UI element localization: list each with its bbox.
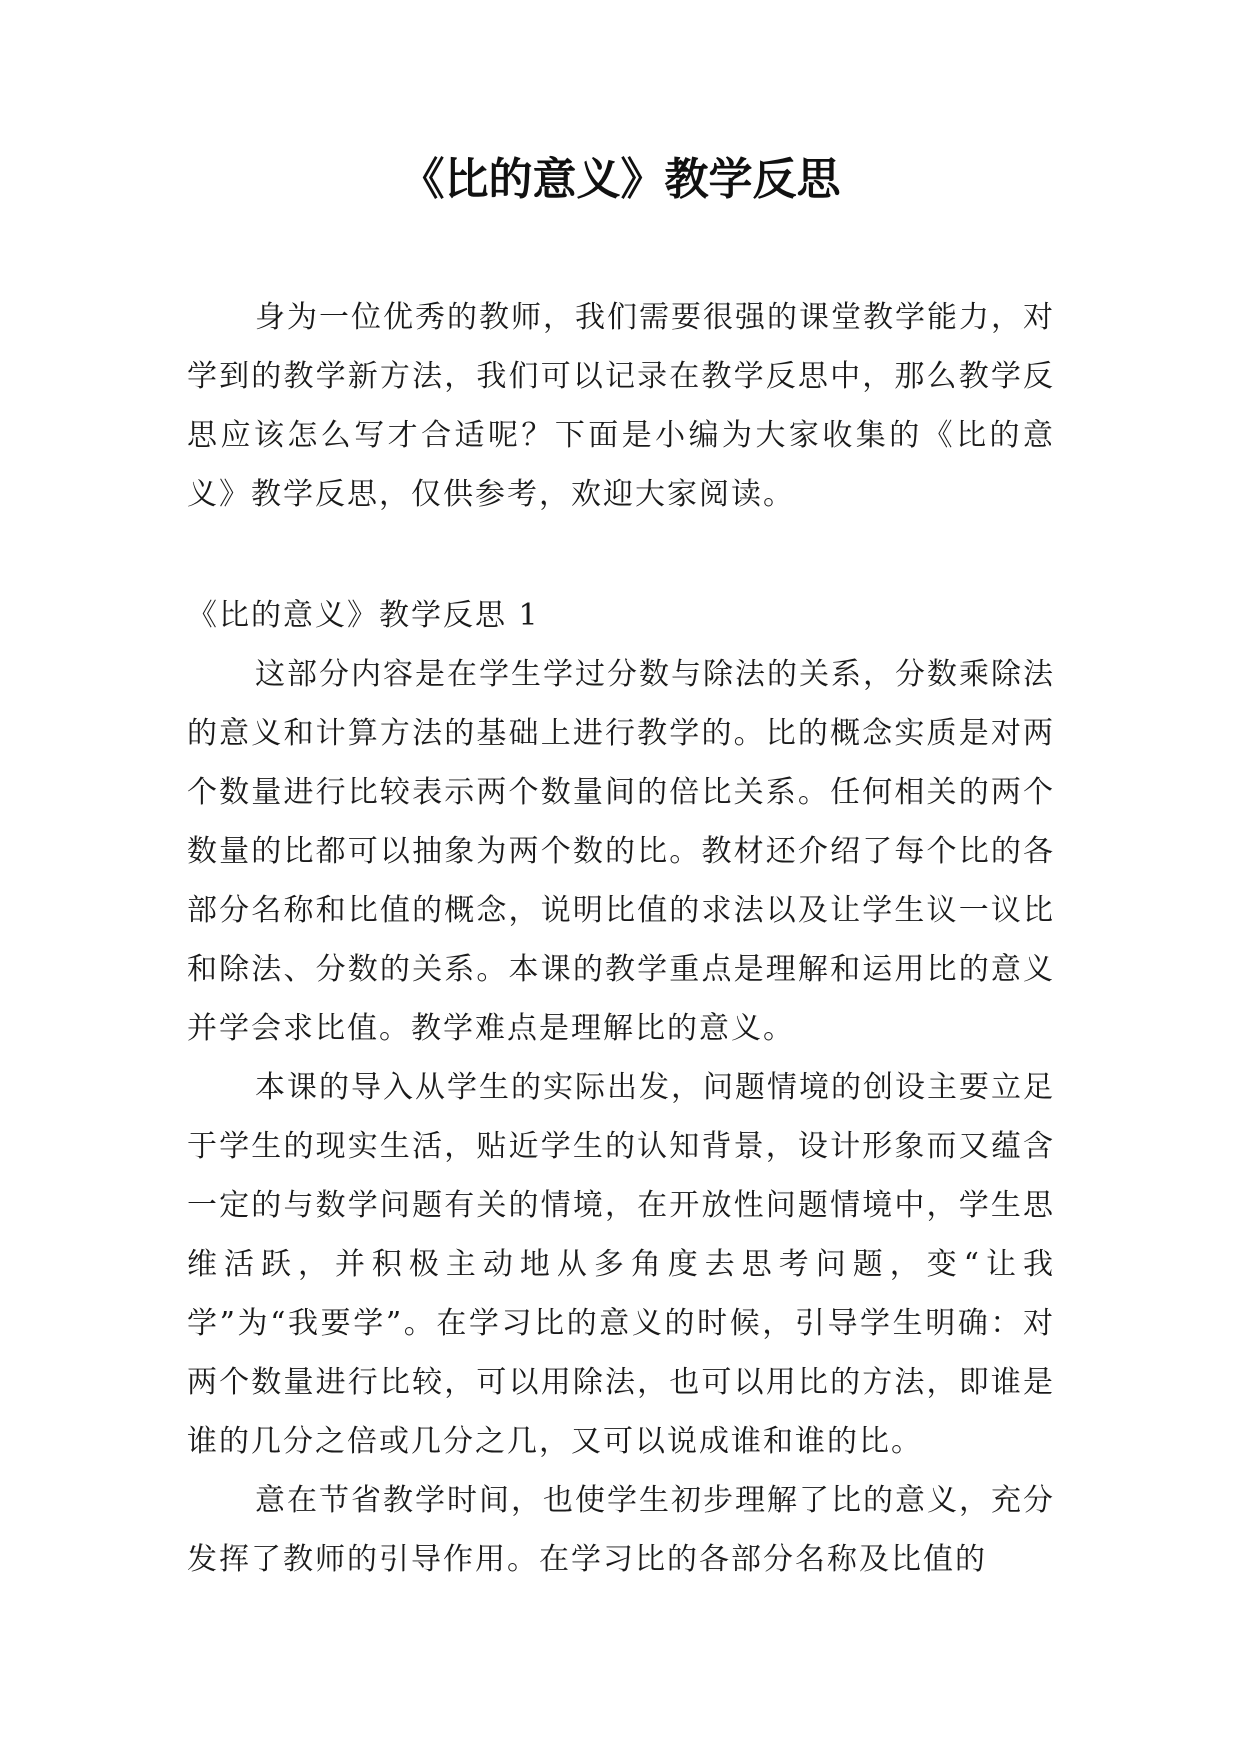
section-heading: 《比的意义》教学反思 1 <box>187 598 540 633</box>
body-paragraph: 意在节省教学时间，也使学生初步理解了比的意义，充分发挥了教师的引导作用。在学习比的各部分名称及比值的 <box>187 1483 1055 1577</box>
body-paragraph: 本课的导入从学生的实际出发，问题情境的创设主要立足于学生的现实生活，贴近学生的认知背景，设计形象而又蕴含一定的与数学问题有关的情境，在开放性问题情境中，学生思维活跃，并积极主动地从多角度去思考问题，变“让我学”为“我要学”。在学习比的意义的时候，引导学生明确：对两个数量进行比较，可以用除法，也可以用比的方法，即谁是谁的几分之倍或几分之几，又可以说成谁和谁的比。 <box>187 1070 1055 1459</box>
body-paragraph: 这部分内容是在学生学过分数与除法的关系，分数乘除法的意义和计算方法的基础上进行教学的。比的概念实质是对两个数量进行比较表示两个数量间的倍比关系。任何相关的两个数量的比都可以抽象为两个数的比。教材还介绍了每个比的各部分名称和比值的概念，说明比值的求法以及让学生议一议比和除法、分数的关系。本课的教学重点是理解和运用比的意义并学会求比值。教学难点是理解比的意义。 <box>187 657 1055 1046</box>
document-title: 《比的意义》教学反思 <box>400 154 841 205</box>
intro-paragraph: 身为一位优秀的教师，我们需要很强的课堂教学能力，对学到的教学新方法，我们可以记录在教学反思中，那么教学反思应该怎么写才合适呢？下面是小编为大家收集的《比的意义》教学反思，仅供参考，欢迎大家阅读。 <box>187 300 1055 512</box>
document-body <box>187 288 1055 1589</box>
